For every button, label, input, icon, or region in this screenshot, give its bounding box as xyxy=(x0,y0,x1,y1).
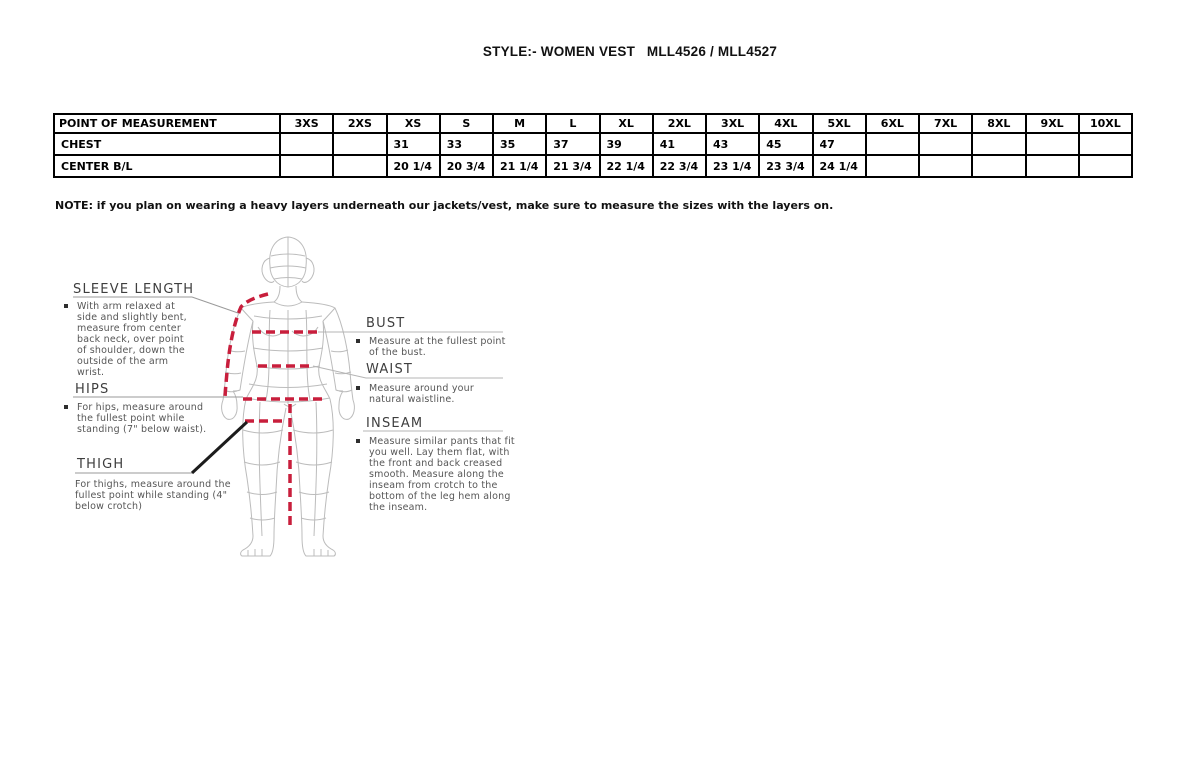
waist-description xyxy=(356,383,501,405)
size-value-cell: 20 3/4 xyxy=(440,155,493,177)
thigh-description xyxy=(75,479,233,512)
sleeve-leader-line xyxy=(192,297,238,313)
point-of-measurement-header: POINT OF MEASUREMENT xyxy=(54,114,280,133)
sleeve-length-heading: SLEEVE LENGTH xyxy=(73,282,195,297)
hips-description xyxy=(64,402,222,435)
measurement-label-cell: CHEST xyxy=(54,133,280,155)
size-column-header: 2XL xyxy=(653,114,706,133)
size-column-header: 6XL xyxy=(866,114,919,133)
hips-heading: HIPS xyxy=(75,382,110,397)
size-value-cell: 23 3/4 xyxy=(759,155,812,177)
size-value-cell: 35 xyxy=(493,133,546,155)
size-column-header: 9XL xyxy=(1026,114,1079,133)
inseam-text: Measure similar pants that fit you well. Lay them flat, with the front and back creased smooth. Measure along the inseam from crotch to the bottom of the leg hem along the inseam. xyxy=(369,436,515,513)
size-value-cell: 22 3/4 xyxy=(653,155,706,177)
size-value-cell: 31 xyxy=(387,133,440,155)
size-value-cell: 33 xyxy=(440,133,493,155)
waist-heading: WAIST xyxy=(366,362,414,377)
size-column-header: 4XL xyxy=(759,114,812,133)
size-column-header: 10XL xyxy=(1079,114,1132,133)
size-column-header: L xyxy=(546,114,599,133)
note-text: NOTE: if you plan on wearing a heavy layers underneath our jackets/vest, make sure to measure the sizes with the layers on. xyxy=(55,199,834,212)
sleeve-length-text: With arm relaxed at side and slightly bent, measure from center back neck, over point of shoulder, down the outside of the arm wrist. xyxy=(77,301,187,378)
size-value-cell: 43 xyxy=(706,133,759,155)
inseam-heading: INSEAM xyxy=(366,416,424,431)
bullet-square-icon xyxy=(64,405,68,409)
thigh-heading: THIGH xyxy=(77,457,125,472)
size-value-cell: 45 xyxy=(759,133,812,155)
thigh-text: For thighs, measure around the fullest point while standing (4" below crotch) xyxy=(75,479,231,512)
size-value-cell: 41 xyxy=(653,133,706,155)
size-column-header: XS xyxy=(387,114,440,133)
size-column-header: S xyxy=(440,114,493,133)
size-column-header: M xyxy=(493,114,546,133)
hips-text: For hips, measure around the fullest point while standing (7" below waist). xyxy=(77,402,207,435)
size-value-cell: 22 1/4 xyxy=(600,155,653,177)
size-value-cell: 47 xyxy=(813,133,866,155)
bust-description xyxy=(356,336,506,358)
size-column-header: 3XS xyxy=(280,114,333,133)
size-column-header: 3XL xyxy=(706,114,759,133)
sleeve-measure-line xyxy=(225,294,268,400)
size-value-cell: 37 xyxy=(546,133,599,155)
size-value-cell: 23 1/4 xyxy=(706,155,759,177)
bullet-square-icon xyxy=(64,304,68,308)
bullet-square-icon xyxy=(356,386,360,390)
bullet-square-icon xyxy=(356,439,360,443)
bullet-square-icon xyxy=(356,339,360,343)
size-value-cell: 20 1/4 xyxy=(387,155,440,177)
size-column-header: 7XL xyxy=(919,114,972,133)
page-title: STYLE:- WOMEN VEST MLL4526 / MLL4527 xyxy=(482,44,778,59)
size-column-header: 8XL xyxy=(972,114,1025,133)
size-value-cell: 24 1/4 xyxy=(813,155,866,177)
inseam-description xyxy=(356,436,517,513)
bust-heading: BUST xyxy=(366,316,406,331)
size-value-cell: 21 3/4 xyxy=(546,155,599,177)
waist-text: Measure around your natural waistline. xyxy=(369,383,474,405)
size-value-cell: 21 1/4 xyxy=(493,155,546,177)
measurement-label-cell: CENTER B/L xyxy=(54,155,280,177)
size-column-header: 2XS xyxy=(333,114,386,133)
size-column-header: XL xyxy=(600,114,653,133)
sleeve-length-description xyxy=(64,301,195,378)
bust-text: Measure at the fullest point of the bust. xyxy=(369,336,506,358)
size-column-header: 5XL xyxy=(813,114,866,133)
size-value-cell: 39 xyxy=(600,133,653,155)
